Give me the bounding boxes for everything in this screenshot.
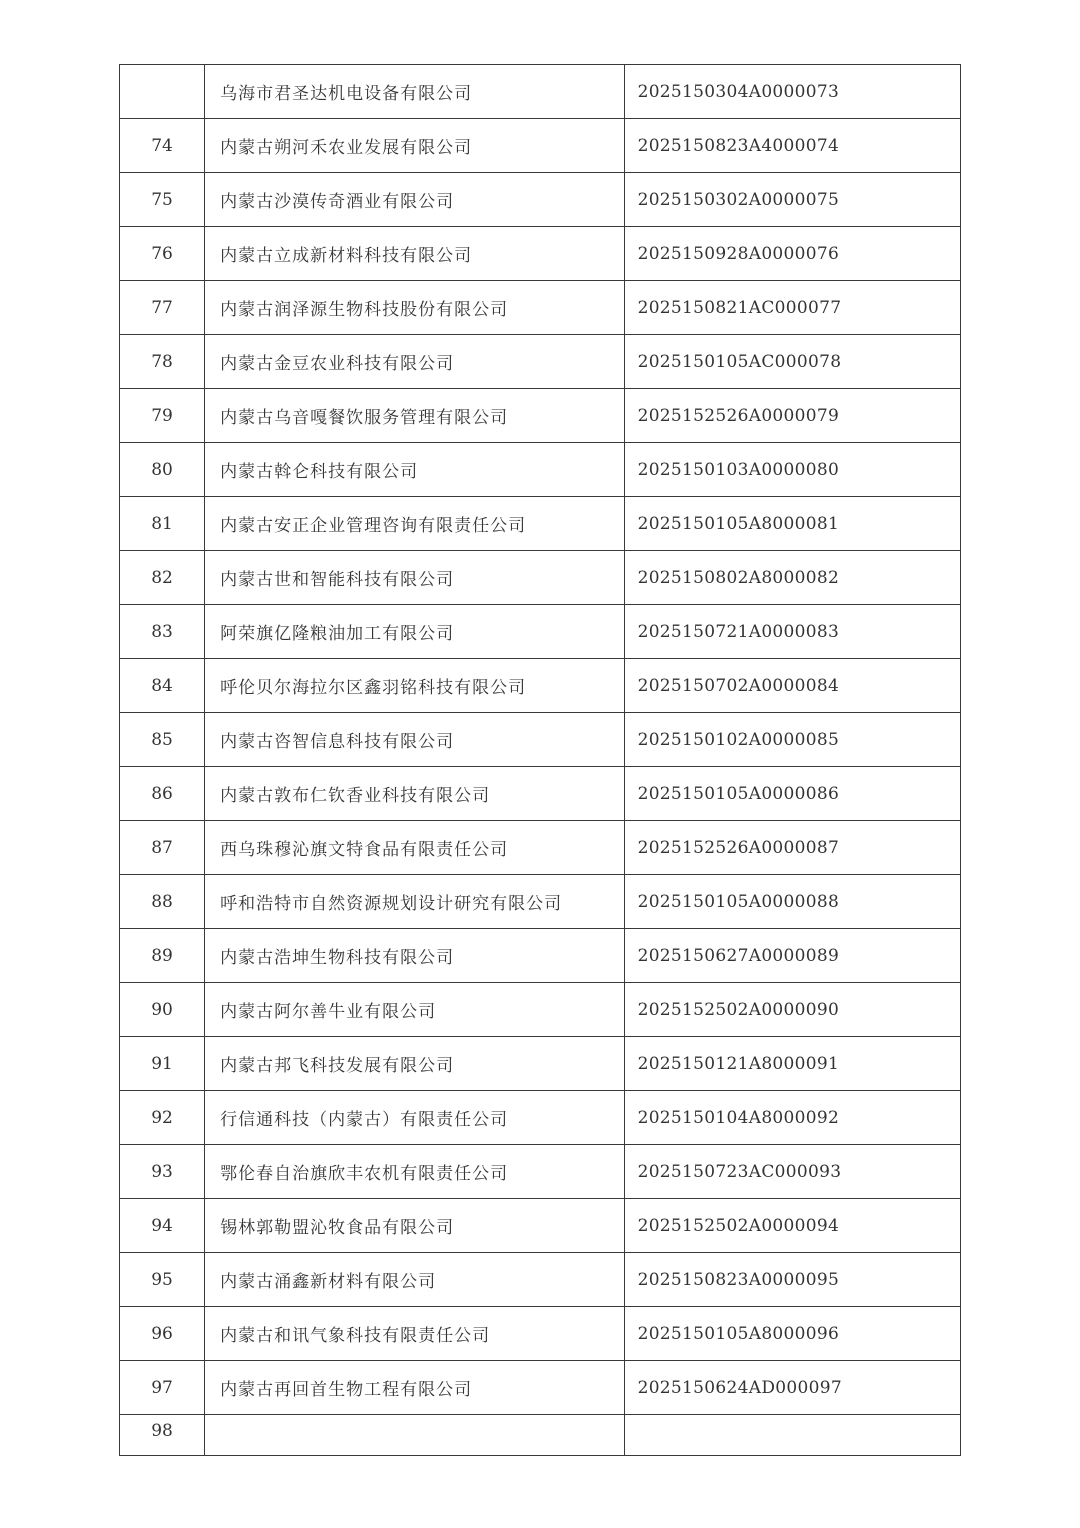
row-number-cell: 97 bbox=[120, 1361, 205, 1415]
registration-code-cell: 2025150304A0000073 bbox=[624, 65, 960, 119]
company-name-cell: 阿荣旗亿隆粮油加工有限公司 bbox=[205, 605, 624, 659]
company-name-cell: 内蒙古敦布仁钦香业科技有限公司 bbox=[205, 767, 624, 821]
company-name-cell: 内蒙古和讯气象科技有限责任公司 bbox=[205, 1307, 624, 1361]
registration-code-cell: 2025152526A0000087 bbox=[624, 821, 960, 875]
registration-code-cell: 2025150802A8000082 bbox=[624, 551, 960, 605]
row-number-cell: 83 bbox=[120, 605, 205, 659]
registration-code-cell: 2025150105A0000086 bbox=[624, 767, 960, 821]
company-name-cell: 内蒙古斡仑科技有限公司 bbox=[205, 443, 624, 497]
row-number-cell: 95 bbox=[120, 1253, 205, 1307]
company-name-cell: 内蒙古咨智信息科技有限公司 bbox=[205, 713, 624, 767]
row-number-cell: 85 bbox=[120, 713, 205, 767]
row-number-cell: 79 bbox=[120, 389, 205, 443]
registration-code-cell: 2025152502A0000090 bbox=[624, 983, 960, 1037]
company-name-cell: 内蒙古金豆农业科技有限公司 bbox=[205, 335, 624, 389]
company-name-cell: 西乌珠穆沁旗文特食品有限责任公司 bbox=[205, 821, 624, 875]
company-name-cell: 内蒙古邦飞科技发展有限公司 bbox=[205, 1037, 624, 1091]
registration-code-cell: 2025150105A8000096 bbox=[624, 1307, 960, 1361]
table-row bbox=[120, 65, 961, 119]
registration-code-cell: 2025150105A8000081 bbox=[624, 497, 960, 551]
company-name-cell: 内蒙古安正企业管理咨询有限责任公司 bbox=[205, 497, 624, 551]
registration-code-cell: 2025150823A0000095 bbox=[624, 1253, 960, 1307]
company-name-cell: 内蒙古再回首生物工程有限公司 bbox=[205, 1361, 624, 1415]
registration-code-cell: 2025150702A0000084 bbox=[624, 659, 960, 713]
table-body bbox=[120, 65, 961, 1456]
row-number-cell: 96 bbox=[120, 1307, 205, 1361]
table-row bbox=[120, 1307, 961, 1361]
company-name-cell: 呼伦贝尔海拉尔区鑫羽铭科技有限公司 bbox=[205, 659, 624, 713]
table-row bbox=[120, 713, 961, 767]
company-name-cell: 乌海市君圣达机电设备有限公司 bbox=[205, 65, 624, 119]
company-name-cell: 行信通科技（内蒙古）有限责任公司 bbox=[205, 1091, 624, 1145]
registration-code-cell: 2025150302A0000075 bbox=[624, 173, 960, 227]
table-row bbox=[120, 1415, 961, 1456]
registration-code-cell: 2025150721A0000083 bbox=[624, 605, 960, 659]
table-row bbox=[120, 1091, 961, 1145]
row-number-cell: 86 bbox=[120, 767, 205, 821]
table-row bbox=[120, 605, 961, 659]
row-number-cell: 92 bbox=[120, 1091, 205, 1145]
company-name-cell: 呼和浩特市自然资源规划设计研究有限公司 bbox=[205, 875, 624, 929]
company-name-cell: 内蒙古乌音嘎餐饮服务管理有限公司 bbox=[205, 389, 624, 443]
row-number-cell: 98 bbox=[120, 1415, 205, 1456]
row-number-cell: 90 bbox=[120, 983, 205, 1037]
table-row bbox=[120, 659, 961, 713]
table-row bbox=[120, 1253, 961, 1307]
row-number-cell: 81 bbox=[120, 497, 205, 551]
company-name-cell: 内蒙古阿尔善牛业有限公司 bbox=[205, 983, 624, 1037]
table-row bbox=[120, 1037, 961, 1091]
row-number-cell: 80 bbox=[120, 443, 205, 497]
registration-code-cell: 2025150928A0000076 bbox=[624, 227, 960, 281]
table-row bbox=[120, 821, 961, 875]
company-name-cell: 锡林郭勒盟沁牧食品有限公司 bbox=[205, 1199, 624, 1253]
registration-code-cell: 2025150624AD000097 bbox=[624, 1361, 960, 1415]
company-name-cell: 内蒙古立成新材料科技有限公司 bbox=[205, 227, 624, 281]
table-row bbox=[120, 335, 961, 389]
table-row bbox=[120, 1199, 961, 1253]
table-row bbox=[120, 443, 961, 497]
table-row bbox=[120, 1145, 961, 1199]
row-number-cell: 74 bbox=[120, 119, 205, 173]
company-name-cell: 内蒙古沙漠传奇酒业有限公司 bbox=[205, 173, 624, 227]
table-row bbox=[120, 1361, 961, 1415]
company-name-cell bbox=[205, 1415, 624, 1456]
registration-code-cell: 2025150723AC000093 bbox=[624, 1145, 960, 1199]
table-row bbox=[120, 119, 961, 173]
company-list-table bbox=[119, 64, 961, 1456]
row-number-cell: 94 bbox=[120, 1199, 205, 1253]
company-name-cell: 内蒙古涌鑫新材料有限公司 bbox=[205, 1253, 624, 1307]
table-row bbox=[120, 281, 961, 335]
row-number-cell: 77 bbox=[120, 281, 205, 335]
registration-code-cell: 2025150627A0000089 bbox=[624, 929, 960, 983]
company-name-cell: 内蒙古世和智能科技有限公司 bbox=[205, 551, 624, 605]
table-row bbox=[120, 929, 961, 983]
registration-code-cell: 2025150121A8000091 bbox=[624, 1037, 960, 1091]
company-name-cell: 内蒙古润泽源生物科技股份有限公司 bbox=[205, 281, 624, 335]
row-number-cell: 88 bbox=[120, 875, 205, 929]
row-number-cell: 87 bbox=[120, 821, 205, 875]
row-number-cell: 75 bbox=[120, 173, 205, 227]
company-name-cell: 内蒙古朔河禾农业发展有限公司 bbox=[205, 119, 624, 173]
table-row bbox=[120, 497, 961, 551]
registration-code-cell: 2025150823A4000074 bbox=[624, 119, 960, 173]
row-number-cell: 91 bbox=[120, 1037, 205, 1091]
registration-code-cell bbox=[624, 1415, 960, 1456]
table-row bbox=[120, 767, 961, 821]
registration-code-cell: 2025152526A0000079 bbox=[624, 389, 960, 443]
row-number-cell: 84 bbox=[120, 659, 205, 713]
row-number-cell bbox=[120, 65, 205, 119]
table-row bbox=[120, 875, 961, 929]
row-number-cell: 93 bbox=[120, 1145, 205, 1199]
registration-code-cell: 2025150103A0000080 bbox=[624, 443, 960, 497]
registration-code-cell: 2025150105AC000078 bbox=[624, 335, 960, 389]
company-name-cell: 鄂伦春自治旗欣丰农机有限责任公司 bbox=[205, 1145, 624, 1199]
registration-code-cell: 2025150104A8000092 bbox=[624, 1091, 960, 1145]
company-name-cell: 内蒙古浩坤生物科技有限公司 bbox=[205, 929, 624, 983]
table-row bbox=[120, 227, 961, 281]
row-number-cell: 76 bbox=[120, 227, 205, 281]
registration-code-cell: 2025150105A0000088 bbox=[624, 875, 960, 929]
row-number-cell: 78 bbox=[120, 335, 205, 389]
table-row bbox=[120, 389, 961, 443]
registration-code-cell: 2025150102A0000085 bbox=[624, 713, 960, 767]
registration-code-cell: 2025150821AC000077 bbox=[624, 281, 960, 335]
table-row bbox=[120, 983, 961, 1037]
table-row bbox=[120, 173, 961, 227]
row-number-cell: 82 bbox=[120, 551, 205, 605]
row-number-cell: 89 bbox=[120, 929, 205, 983]
registration-code-cell: 2025152502A0000094 bbox=[624, 1199, 960, 1253]
table-row bbox=[120, 551, 961, 605]
